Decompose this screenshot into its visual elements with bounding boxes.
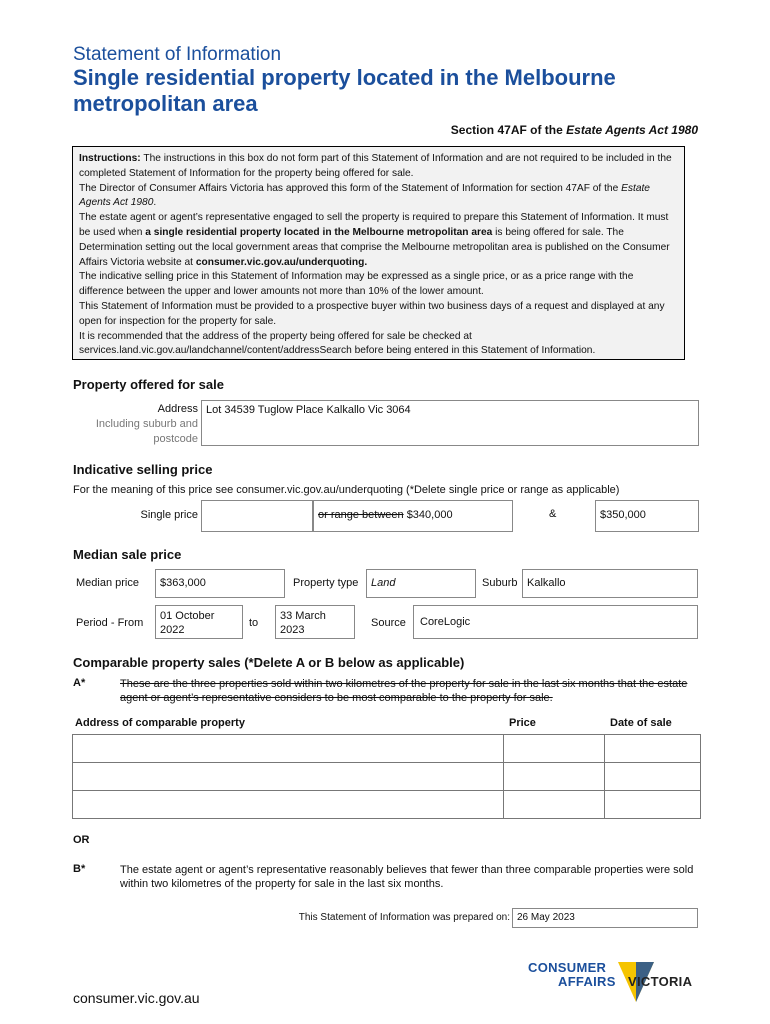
underquoting-link[interactable]: consumer.vic.gov.au/underquoting.: [195, 256, 368, 268]
option-a-text: These are the three properties sold within two kilometres of the property for sale in the last six months that the estate agent or agent’s representative considers to be most comparable to the property for sale.: [120, 678, 688, 704]
option-b-text: The estate agent or agent’s representative reasonably believes that fewer than three comparable properties were sold within two kilometres of the property for sale in the last six months.: [120, 864, 694, 890]
comparable-address-cell[interactable]: [73, 763, 504, 791]
single-price-label: Single price: [140, 509, 198, 521]
col-header-date: Date of sale: [610, 717, 672, 729]
comparable-date-cell[interactable]: [605, 791, 701, 819]
option-b-label: B*: [73, 863, 86, 875]
comparable-price-cell[interactable]: [504, 791, 605, 819]
median-price-label: Median price: [76, 577, 139, 589]
instructions-p2: The Director of Consumer Affairs Victoria has approved this form of the Statement of Information for section 47AF of the Estate Agents Act 1980.: [79, 182, 650, 209]
or-label: OR: [73, 834, 90, 846]
instructions-p5: This Statement of Information must be provided to a prospective buyer within two business days of a request and displayed at any open for inspection for the property for sale.: [79, 300, 665, 327]
col-header-price: Price: [509, 717, 536, 729]
period-from-field[interactable]: 01 October 2022: [155, 605, 243, 639]
comparable-address-cell[interactable]: [73, 735, 504, 763]
instructions-p1: Instructions: The instructions in this box do not form part of this Statement of Information and are not required to be included in the completed Statement of Information for the property being offered for sale.: [79, 153, 672, 179]
address-label-group: [90, 402, 198, 447]
comparable-date-cell[interactable]: [605, 763, 701, 791]
comparable-price-cell[interactable]: [504, 735, 605, 763]
range-low-field[interactable]: $340,000: [406, 509, 453, 521]
comparable-address-cell[interactable]: [73, 791, 504, 819]
period-to-label: to: [249, 617, 259, 629]
instructions-box: [72, 146, 685, 360]
property-type-label: Property type: [293, 577, 359, 589]
comparable-date-cell[interactable]: [605, 735, 701, 763]
address-label: Address: [157, 403, 198, 415]
table-row: [73, 735, 701, 763]
table-row: [73, 791, 701, 819]
range-low-cell: [313, 500, 513, 532]
address-sublabel-2: postcode: [153, 433, 198, 445]
comparable-table: [72, 734, 701, 819]
document-title: Single residential property located in the Melbourne metropolitan area: [73, 65, 616, 116]
table-row: [73, 763, 701, 791]
single-price-field[interactable]: [201, 500, 313, 532]
address-sublabel-1: Including suburb and: [95, 418, 198, 430]
indicative-note: For the meaning of this price see consumer.vic.gov.au/underquoting (*Delete single price or range as applicable): [73, 484, 620, 496]
footer-url[interactable]: consumer.vic.gov.au: [73, 990, 200, 1006]
prepared-label: This Statement of Information was prepared on:: [298, 912, 510, 923]
address-field[interactable]: Lot 34539 Tuglow Place Kalkallo Vic 3064: [201, 400, 699, 446]
instructions-p3: The estate agent or agent’s representative engaged to sell the property is required to prepare this Statement of Information. It must be used when a single residential property located in the Melbourne metropolitan area is being offered for sale. The Determination setting out the local government areas that comprise the Melbourne metropolitan area is published on the Consumer Affairs Victoria website at consumer.vic.gov.au/underquoting.: [79, 212, 670, 268]
source-label: Source: [371, 617, 406, 629]
suburb-label: Suburb: [482, 577, 518, 589]
median-price-field[interactable]: $363,000: [155, 569, 285, 598]
consumer-affairs-victoria-logo: CONSUMER AFFAIRS VICTORIA: [528, 958, 708, 1008]
median-heading: Median sale price: [73, 547, 182, 562]
range-high-field[interactable]: $350,000: [595, 500, 699, 532]
range-ampersand: &: [549, 508, 557, 520]
period-from-label: Period - From: [76, 617, 144, 629]
instructions-p4: The indicative selling price in this Statement of Information may be expressed as a single price, or as a price range with the difference between the upper and lower amounts not more than 10% of the lower amount.: [79, 271, 634, 298]
option-a-label: A*: [73, 677, 86, 689]
section-reference: Section 47AF of the Estate Agents Act 1980: [450, 123, 698, 137]
range-between-label: or range between: [318, 509, 404, 521]
comparable-price-cell[interactable]: [504, 763, 605, 791]
suburb-field[interactable]: Kalkallo: [522, 569, 698, 598]
prepared-date-field[interactable]: 26 May 2023: [512, 908, 698, 928]
instructions-p6: It is recommended that the address of the property being offered for sale be checked at services.land.vic.gov.au/landchannel/content/addressSearch before being entered in this Statement of Information.: [79, 330, 596, 357]
period-to-field[interactable]: 33 March 2023: [275, 605, 355, 639]
property-heading: Property offered for sale: [73, 377, 224, 392]
document-kicker: Statement of Information: [73, 44, 282, 65]
source-field[interactable]: CoreLogic: [413, 605, 698, 639]
comparable-heading: Comparable property sales (*Delete A or B below as applicable): [73, 655, 465, 670]
indicative-heading: Indicative selling price: [73, 462, 213, 477]
section-act: Estate Agents Act 1980: [566, 123, 698, 137]
property-type-field[interactable]: Land: [366, 569, 476, 598]
col-header-address: Address of comparable property: [75, 717, 245, 729]
